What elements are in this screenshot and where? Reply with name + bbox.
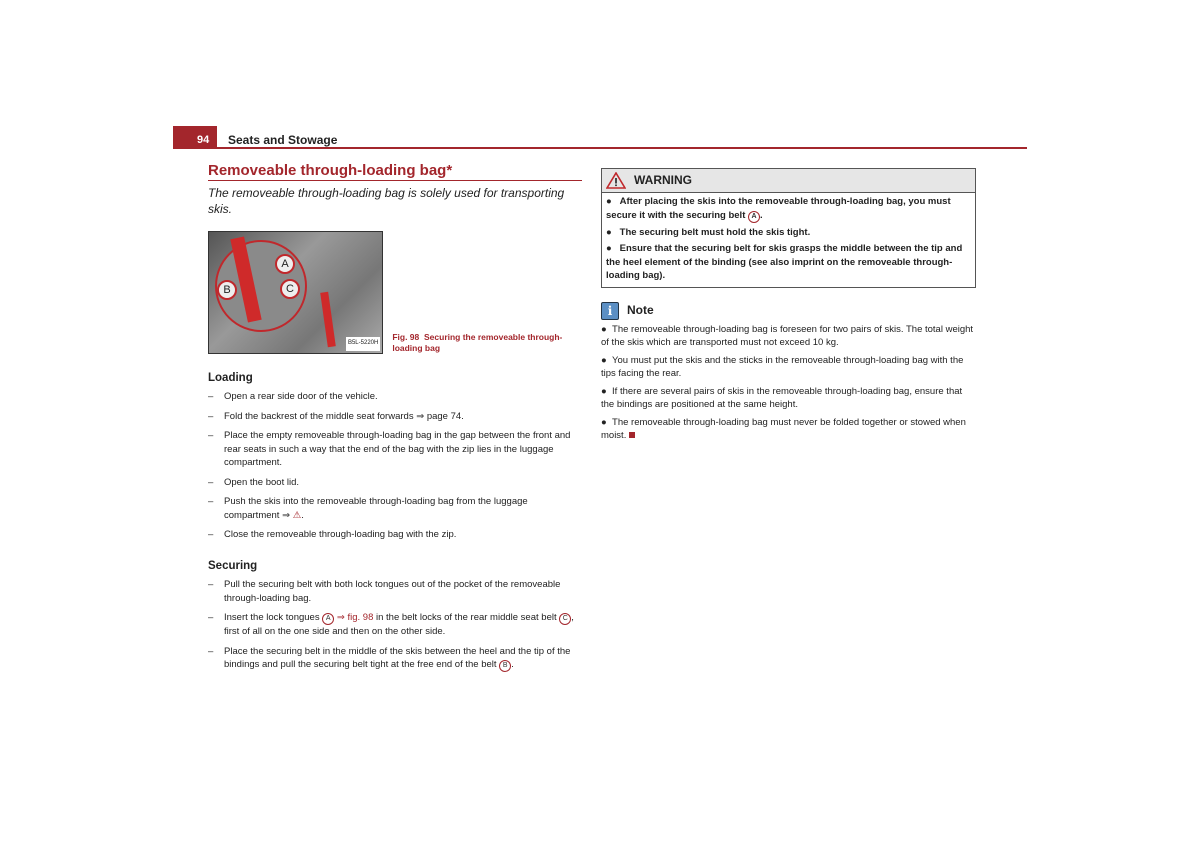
- belt-strap: [320, 291, 336, 347]
- warning-body: [602, 193, 975, 287]
- section-title: Seats and Stowage: [228, 133, 338, 147]
- left-column: [208, 164, 582, 678]
- text: The removeable through-loading bag must never be folded together or stowed when moist.: [601, 416, 966, 441]
- text: .: [301, 509, 304, 521]
- label-a: A: [275, 254, 295, 274]
- step: – Fold the backrest of the middle seat forwards ⇒ page 74.: [208, 410, 464, 422]
- info-icon: i: [601, 302, 619, 320]
- label-b: B: [217, 280, 237, 300]
- warning-item: ● Ensure that the securing belt for skis grasps the middle between the tip and the heel element of the binding (see also imprint on the removeable through-loading bag).: [606, 243, 963, 281]
- step-text: Open a rear side door of the vehicle.: [224, 391, 378, 402]
- step-text: [224, 410, 464, 424]
- end-of-section-marker: [629, 432, 635, 438]
- note-title: Note: [627, 302, 654, 317]
- step: – Close the removeable through-loading bag with the zip.: [208, 529, 457, 540]
- text: , first of all on the one side and then on the other side.: [224, 612, 574, 637]
- step-text: Place the empty removeable through-loading bag in the gap between the front and rear seats in such a way that the end of the bag with the zip lies in the luggage compartment.: [224, 430, 571, 468]
- circled-label: A: [748, 211, 760, 223]
- figure-number: Fig. 98: [392, 331, 420, 342]
- page-number: 94: [197, 134, 210, 146]
- text: You must put the skis and the sticks in the removeable through-loading bag with the tips facing the rear.: [601, 354, 964, 379]
- step: – Pull the securing belt with both lock tongues out of the pocket of the removeable through-loading bag.: [208, 578, 582, 605]
- figure-link[interactable]: ⇒ fig. 98: [334, 612, 374, 623]
- label-c: C: [280, 279, 300, 299]
- text: Ensure that the securing belt for skis grasps the middle between the tip and the heel element of the binding (see also imprint on the removeable through-loading bag).: [606, 243, 963, 281]
- circled-label: C: [559, 613, 571, 625]
- page-title: Removeable through-loading bag*: [208, 164, 582, 181]
- loading-heading: Loading: [208, 371, 253, 384]
- note-item: ● The removeable through-loading bag is foreseen for two pairs of skis. The total weight of the skis which are transported must not exceed 10 kg.: [601, 323, 974, 348]
- text: Push the skis into the removeable through-loading bag from the luggage compartment ⇒: [224, 496, 528, 521]
- step-text: Pull the securing belt with both lock tongues out of the pocket of the removeable through-loading bag.: [224, 579, 561, 604]
- note-item: ● If there are several pairs of skis in the removeable through-loading bag, ensure that the bindings are positioned at the same height.: [601, 385, 963, 410]
- securing-heading: Securing: [208, 559, 258, 572]
- warning-title: WARNING: [634, 172, 692, 187]
- text: After placing the skis into the removeable through-loading bag, you must secure it with the securing belt: [606, 196, 951, 221]
- text: .: [760, 209, 763, 221]
- text: Fold the backrest of the middle seat forwards: [224, 410, 417, 422]
- step-text: [224, 495, 582, 522]
- text: in the belt locks of the rear middle seat belt: [373, 612, 560, 623]
- note-header: [601, 302, 976, 320]
- circled-label: B: [499, 660, 511, 672]
- text: If there are several pairs of skis in the removeable through-loading bag, ensure that the bindings are positioned at the same height.: [601, 385, 963, 410]
- step: – Push the skis into the removeable through-loading bag from the luggage compartment ⇒ ⚠.: [208, 495, 582, 522]
- step: – Insert the lock tongues A ⇒ fig. 98 in the belt locks of the rear middle seat belt C , first of all on the one side and then on the other side.: [208, 611, 582, 639]
- text: Place the securing belt in the middle of the skis between the heel and the tip of the bindings and pull the securing belt tight at the free end of the belt: [224, 645, 571, 670]
- note-body: [601, 323, 976, 443]
- text: Insert the lock tongues: [224, 612, 323, 623]
- text: The removeable through-loading bag is foreseen for two pairs of skis. The total weight of the skis which are transported must not exceed 10 kg.: [601, 323, 974, 348]
- warning-item: ● The securing belt must hold the skis tight.: [606, 226, 811, 238]
- warning-box: [601, 168, 976, 288]
- caption-text: Securing the removeable through-loading bag: [392, 331, 563, 353]
- warning-ref-icon[interactable]: ⚠: [292, 509, 302, 521]
- step: – Open a rear side door of the vehicle.: [208, 391, 378, 402]
- warning-item: ● After placing the skis into the removeable through-loading bag, you must secure it with the securing belt A .: [606, 196, 951, 221]
- note-item: ● You must put the skis and the sticks in the removeable through-loading bag with the tips facing the rear.: [601, 354, 964, 379]
- step-text: [224, 611, 582, 639]
- intro-text: The removeable through-loading bag is solely used for transporting skis.: [208, 185, 565, 216]
- text: .: [461, 410, 464, 422]
- step-text: Open the boot lid.: [224, 476, 299, 488]
- header-rule: [173, 147, 1027, 149]
- figure-code: B5L-5220H: [346, 337, 380, 351]
- text: .: [511, 659, 514, 670]
- warning-triangle-icon: [606, 172, 626, 189]
- figure-98: [208, 231, 582, 354]
- step: – Open the boot lid.: [208, 476, 299, 488]
- figure-image: [208, 231, 383, 354]
- page-number-tab: [173, 126, 217, 148]
- step-text: [224, 645, 582, 673]
- circled-label: A: [322, 613, 334, 625]
- right-column: [601, 168, 976, 447]
- step: – Place the securing belt in the middle of the skis between the heel and the tip of the bindings and pull the securing belt tight at the free end of the belt B .: [208, 645, 582, 673]
- step-text: Close the removeable through-loading bag with the zip.: [224, 529, 457, 540]
- text: The securing belt must hold the skis tight.: [619, 226, 811, 238]
- note-item: ● The removeable through-loading bag must never be folded together or stowed when moist.: [601, 416, 966, 441]
- page-link[interactable]: ⇒ page 74: [416, 410, 462, 422]
- step: – Place the empty removeable through-loading bag in the gap between the front and rear seats in such a way that the end of the bag with the zip lies in the luggage compartment.: [208, 429, 582, 470]
- figure-caption: [392, 332, 582, 354]
- warning-header: [602, 169, 975, 193]
